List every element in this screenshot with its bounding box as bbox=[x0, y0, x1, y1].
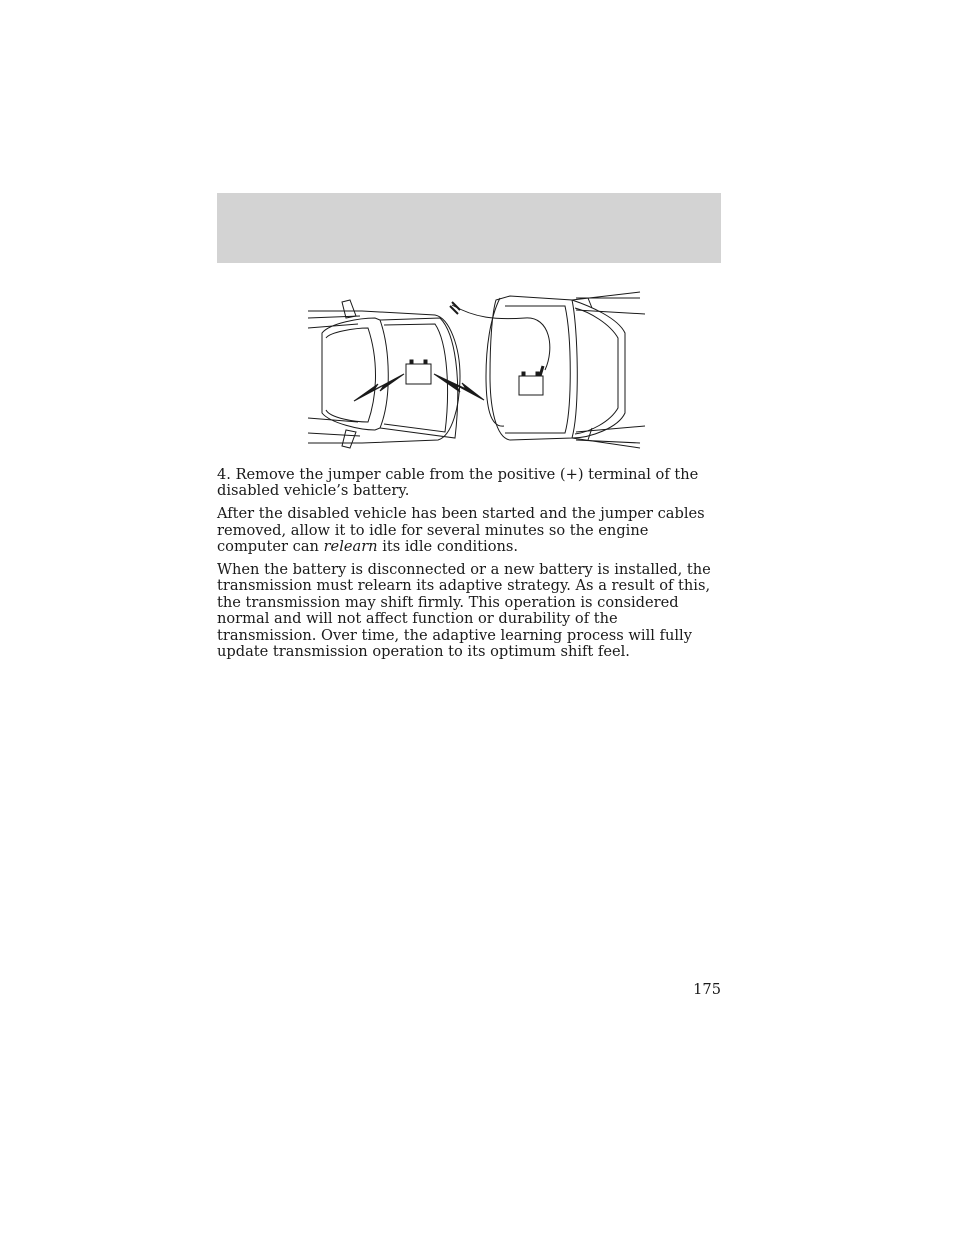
section-header-band bbox=[217, 193, 721, 263]
spark-bolt-left-icon bbox=[354, 374, 404, 401]
cable-clamp-loose-icon bbox=[450, 302, 460, 314]
cable-clamp-attached-icon bbox=[540, 366, 543, 376]
jumper-cable-line bbox=[452, 305, 550, 370]
page-number: 175 bbox=[693, 981, 721, 998]
body-text bbox=[217, 467, 721, 667]
relearn-emphasis: relearn bbox=[323, 538, 378, 556]
paragraph-step-4: 4. Remove the jumper cable from the positive (+) terminal of the disabled vehicle’s battery. bbox=[217, 466, 699, 500]
paragraph-after-start bbox=[217, 506, 721, 555]
jump-start-illustration bbox=[300, 288, 650, 453]
paragraph-after-start-tail: its idle conditions. bbox=[377, 538, 519, 556]
paragraph-transmission-relearn: When the battery is disconnected or a new battery is installed, the transmission must relearn its adaptive strategy. As a result of this, the transmission may shift firmly. This operation is considered normal and will not affect function or durability of the transmission. Over time, the adaptive learning process will fully update transmission operation to its optimum shift feel. bbox=[217, 561, 711, 661]
booster-vehicle-outline bbox=[308, 300, 460, 448]
paragraph-after-start-text: After the disabled vehicle has been started and the jumper cables removed, allow it to idle for several minutes so the engine computer can bbox=[217, 505, 705, 556]
disabled-vehicle-outline bbox=[486, 292, 645, 448]
booster-battery-icon bbox=[406, 360, 431, 384]
